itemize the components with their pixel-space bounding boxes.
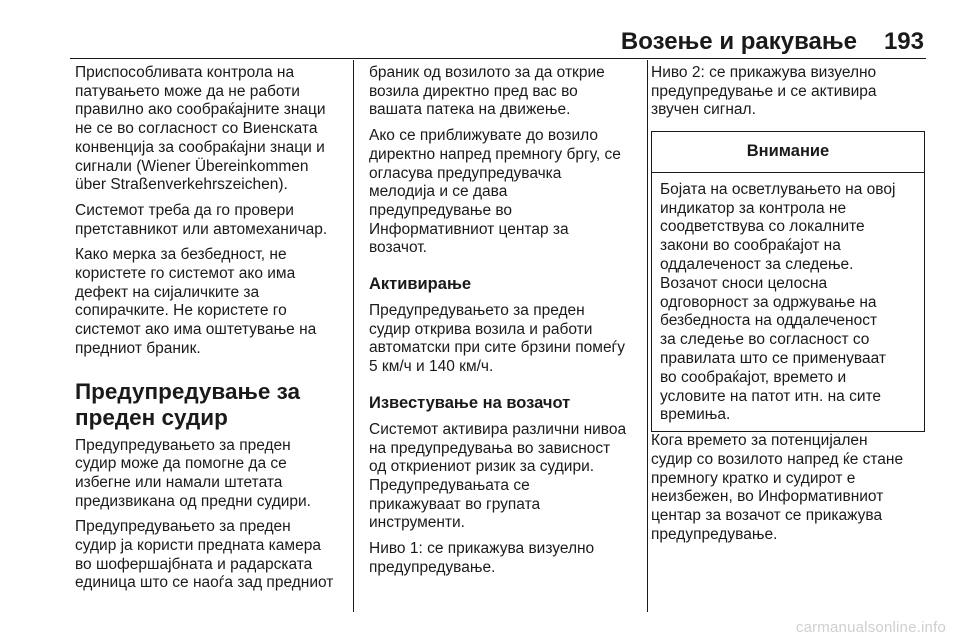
paragraph: Предупредувањето за преден судир открива возила и работи автоматски при сите брзини помеѓу 5 км/ч и 140 км/ч. (369, 302, 625, 376)
paragraph: Ако се приближувате до возило директно напред премногу бргу, се огласува предупредувачка мелодија и се дава предупредување во Информативниот центар за возачот. (369, 127, 621, 257)
paragraph: Предупредувањето за преден судир може да помогне да се избегне или намали штетата предизвикана од предни судири. (75, 436, 311, 510)
subheading-activation: Активирање (369, 275, 472, 294)
paragraph: Предупредувањето за преден судир ја користи предната камера во шофершајбната и радарската единица што се наоѓа зад предниот (75, 518, 334, 592)
column-divider-1 (353, 60, 354, 612)
section-heading: Предупредување за преден судир (75, 378, 301, 430)
column-2 (369, 64, 641, 584)
paragraph: Системот треба да го провери претставникот или автомеханичар. (75, 201, 328, 238)
paragraph: Приспособливата контрола на патувањето може да не работи правилно ако сообраќајните знаци не се во согласност со Виенската конвенција за сообраќајни знаци и сигнали (Wiener Übereinkommen über Straßenverkehrszeichen). (75, 64, 326, 194)
watermark: carmanualsonline.info (795, 619, 946, 636)
section-title: Возење и ракување (620, 28, 857, 55)
warning-title: Внимание (652, 132, 924, 173)
warning-box (651, 131, 925, 432)
page-number: 193 (883, 28, 924, 55)
column-divider-2 (647, 60, 648, 612)
column-3 (651, 64, 931, 551)
header-divider (70, 58, 926, 59)
paragraph: Ниво 2: се прикажува визуелно предупредување и се активира звучен сигнал. (651, 64, 877, 119)
paragraph: Кога времето за потенцијален судир со возилото напред ќе стане премногу кратко и судирот е неизбежен, во Информативниот центар за возачот се прикажува предупредување. (651, 432, 904, 543)
warning-body: Бојата на осветлувањето на овој индикатор за контрола не соодветствува со локалните закони во сообраќајот на оддалеченост за следење. Возачот сноси целосна одговорност за одржување на безбедноста на оддалеченост за следење во согласност со правилата што се применуваат во сообраќајот, времето и условите на патот итн. на сите времиња. (660, 180, 896, 424)
paragraph: Системот активира различни нивоа на предупредувања во зависност од откриениот ризик за судири. Предупредувањата се прикажуваат во групата инструменти. (369, 420, 627, 532)
page-header (0, 22, 960, 62)
subheading-driver-alert: Известување на возачот (369, 393, 571, 412)
paragraph: Како мерка за безбедност, не користете го системот ако има дефект на сијаличките за сопирачките. Не користете го системот ако има оштетување на предниот браник. (75, 246, 317, 357)
paragraph: Ниво 1: се прикажува визуелно предупредување. (369, 540, 595, 576)
paragraph: браник од возилото за да открие возила директно пред вас во вашата патека на движење. (369, 64, 605, 119)
column-1 (75, 64, 347, 600)
